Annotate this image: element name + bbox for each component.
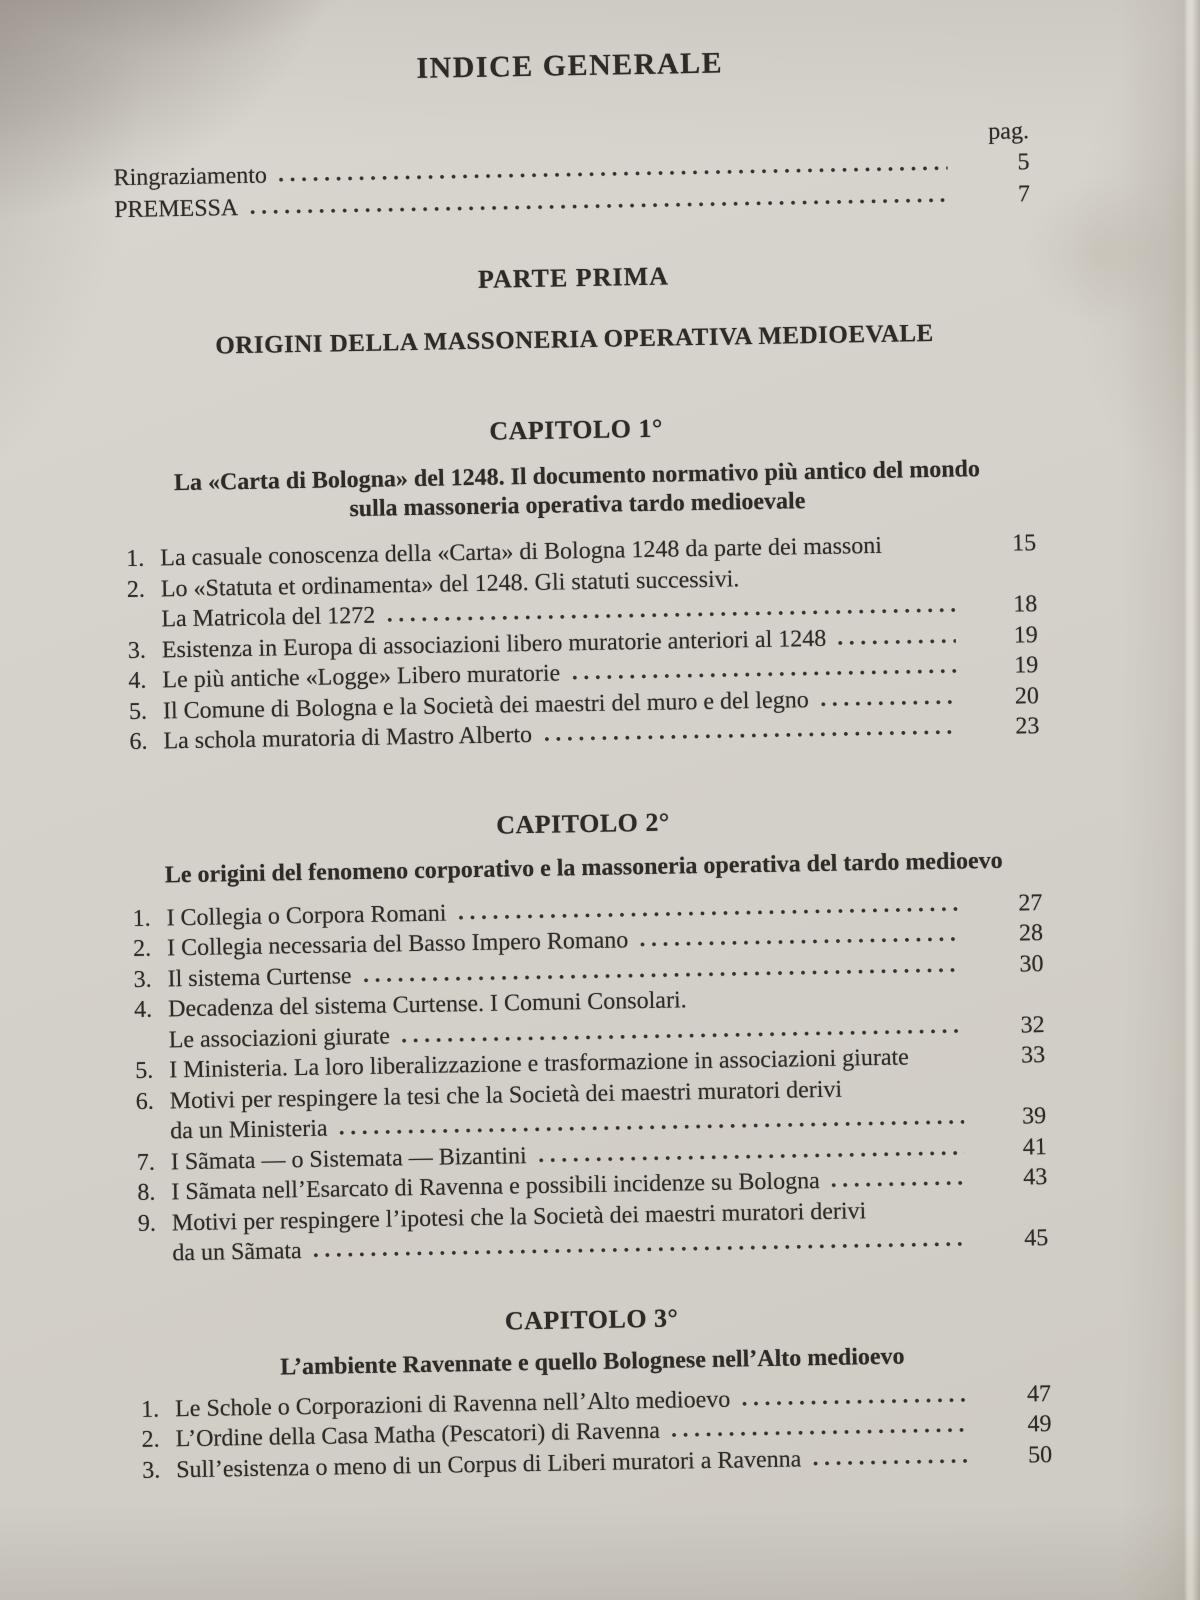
page-column-label: pag. xyxy=(988,118,1030,145)
entry-number: 1. xyxy=(126,545,145,573)
entry-number: 4. xyxy=(133,996,153,1023)
page-number: 19 xyxy=(1014,652,1039,679)
dot-leader xyxy=(279,166,948,183)
entry-number: 8. xyxy=(137,1179,156,1206)
page-number: 20 xyxy=(1014,682,1040,710)
page-number xyxy=(990,1093,1046,1094)
page-number: 47 xyxy=(1026,1380,1052,1407)
page-number: 43 xyxy=(1022,1164,1048,1191)
entry-text: Sull’esistenza o meno di un Corpus di Liberi muratori a Ravenna xyxy=(175,1445,802,1483)
entry-text: da un Ministeria xyxy=(170,1115,328,1145)
page-number: 50 xyxy=(1027,1441,1053,1468)
dot-leader xyxy=(544,730,957,742)
chapter xyxy=(133,1296,1052,1486)
dot-leader xyxy=(821,699,957,706)
entry-text: Lo «Statuta et ordinamenta» del 1248. Gli statuti successivi. xyxy=(160,565,740,602)
entry-text: Esistenza in Europa di associazioni libero muratorie anteriori al 1248 xyxy=(161,625,827,663)
entry-number: 2. xyxy=(141,1426,160,1453)
page-number: 41 xyxy=(1022,1133,1047,1160)
entry-number: 1. xyxy=(132,905,151,932)
dot-leader xyxy=(838,638,956,645)
entry-text: Motivi per respingere la tesi che la Società dei maestri muratori derivi xyxy=(169,1076,843,1114)
page-number: 39 xyxy=(1021,1103,1047,1130)
dot-leader xyxy=(813,1458,970,1466)
entry-number: 3. xyxy=(141,1457,161,1484)
entry-number: 2. xyxy=(126,576,146,603)
entry-number: 4. xyxy=(128,667,147,695)
page-number: 7 xyxy=(1017,181,1031,208)
chapter xyxy=(125,800,1049,1270)
entry-number: 6. xyxy=(129,728,148,755)
dot-leader xyxy=(459,906,961,920)
entry-text: da un Sãmata xyxy=(172,1238,302,1267)
chapters xyxy=(118,406,1052,1486)
chapter xyxy=(118,406,1040,757)
dot-leader xyxy=(402,1028,963,1043)
chapter-subtitle xyxy=(119,454,1036,528)
leader-spacer xyxy=(854,1094,964,1096)
dot-leader xyxy=(640,937,961,948)
entry-text: I Collegia necessaria del Basso Impero Romano xyxy=(166,927,629,962)
chapter-heading: CAPITOLO 2° xyxy=(495,807,671,840)
entry-number: 7. xyxy=(136,1149,156,1176)
entry-number: 3. xyxy=(127,637,147,664)
chapter-subtitle xyxy=(126,846,1042,891)
page-number xyxy=(988,1001,1044,1002)
chapter-subtitle-line: L’ambiente Ravennate e quello Bolognese nell’Alto medioevo xyxy=(279,1343,905,1380)
chapter-subtitle-line: La «Carta di Bologna» del 1248. Il documento normativo più antico del mondo xyxy=(173,456,981,497)
dot-leader xyxy=(742,1397,969,1406)
chapter-items xyxy=(120,528,1040,757)
entry-text: Le associazioni giurate xyxy=(168,1023,391,1053)
page-number: 23 xyxy=(1015,713,1040,740)
chapter-heading: CAPITOLO 3° xyxy=(504,1303,679,1336)
entry-text: Le più antiche «Logge» Libero muratorie xyxy=(162,660,561,694)
page-number: 32 xyxy=(1020,1011,1045,1038)
entry-number: 1. xyxy=(140,1396,160,1423)
leader-spacer xyxy=(751,582,954,586)
leader-spacer xyxy=(699,1003,962,1008)
entry-number: 2. xyxy=(132,935,152,962)
part-subtitle: ORIGINI DELLA MASSONERIA OPERATIVA MEDIOEVALE xyxy=(215,319,934,360)
page-number: 19 xyxy=(1013,621,1038,649)
page-number: 49 xyxy=(1027,1411,1052,1438)
entry-text: I Sãmata nell’Esarcato di Ravenna e possibili incidenze su Bologna xyxy=(171,1168,820,1206)
chapter-subtitle-line: Le origini del fenomeno corporativo e la massoneria operativa del tardo medioevo xyxy=(164,847,1003,888)
page-content xyxy=(111,0,1053,1486)
chapter-items xyxy=(126,888,1048,1270)
entry-number: 9. xyxy=(137,1210,157,1237)
entry-text: Ringraziamento xyxy=(113,162,268,192)
leader-spacer xyxy=(894,552,954,553)
entry-text: La casuale conoscenza della «Carta» di Bologna 1248 da parte dei massoni xyxy=(160,532,883,572)
entry-number: 3. xyxy=(133,966,152,993)
entry-text: Il sistema Curtense xyxy=(167,962,352,992)
dot-leader xyxy=(672,1427,970,1437)
entry-text: I Sãmata — o Sistemata — Bizantini xyxy=(170,1142,527,1175)
dot-leader xyxy=(340,1119,965,1135)
entry-text: Le Schole o Corporazioni di Ravenna nell’Alto medioevo xyxy=(174,1386,731,1422)
part-title: PARTE PRIMA xyxy=(477,261,670,294)
dot-leader xyxy=(314,1241,967,1257)
entry-text: Il Comune di Bologna e la Società dei maestri del muro e del legno xyxy=(162,686,809,724)
entry-number: 5. xyxy=(134,1057,154,1084)
leader-spacer xyxy=(921,1063,963,1064)
chapter-subtitle-line: sulla massoneria operativa tardo medioevale xyxy=(349,488,806,523)
entry-text: La schola muratoria di Mastro Alberto xyxy=(163,721,533,755)
dot-leader xyxy=(364,967,962,982)
dot-leader xyxy=(387,608,955,623)
entry-text: PREMESSA xyxy=(113,195,239,224)
page-number: 5 xyxy=(1017,149,1030,176)
chapter-heading: CAPITOLO 1° xyxy=(489,413,664,446)
entry-number: 5. xyxy=(128,698,148,725)
entry-number: 6. xyxy=(135,1088,154,1115)
entry-text: I Ministeria. La loro liberalizzazione e trasformazione in associazioni giurate xyxy=(168,1044,910,1084)
chapter-items xyxy=(135,1379,1052,1486)
page-number: 27 xyxy=(1018,889,1043,917)
entry-text: L’Ordine della Casa Matha (Pescatori) di Ravenna xyxy=(175,1417,661,1453)
entry-text: Motivi per respingere l’ipotesi che la Società dei maestri muratori derivi xyxy=(171,1197,867,1236)
leader-spacer xyxy=(878,1216,966,1218)
page-number xyxy=(992,1215,1048,1216)
page-number: 28 xyxy=(1018,920,1044,947)
entry-text: Decadenza del sistema Curtense. I Comuni Consolari. xyxy=(167,987,687,1023)
toc-title: INDICE GENERALE xyxy=(416,46,724,85)
page-number: 15 xyxy=(1011,530,1037,557)
dot-leader xyxy=(250,198,948,215)
page-number: 18 xyxy=(1012,591,1038,618)
page-number: 45 xyxy=(1024,1225,1049,1252)
page-number: 30 xyxy=(1019,950,1044,977)
entry-text: I Collegia o Corpora Romani xyxy=(166,899,447,931)
chapter-subtitle xyxy=(134,1340,1050,1385)
dot-leader xyxy=(572,669,956,681)
dot-leader xyxy=(539,1150,965,1162)
page-number: 33 xyxy=(1020,1042,1046,1069)
entry-text: La Matricola del 1272 xyxy=(161,602,376,633)
page-number xyxy=(981,581,1037,582)
dot-leader xyxy=(832,1180,966,1187)
